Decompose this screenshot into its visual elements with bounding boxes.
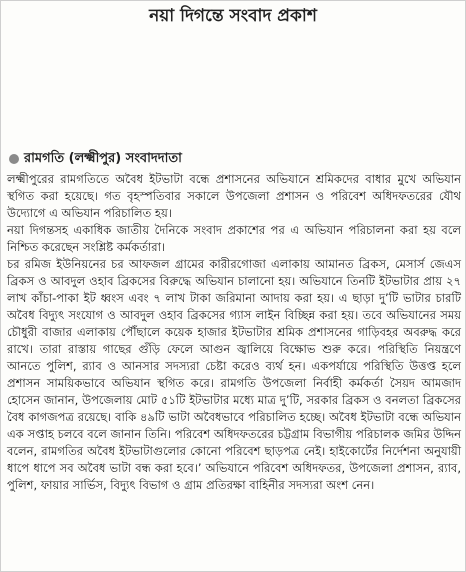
byline [9,151,182,167]
headline-line-1 [1,31,465,77]
article-body [7,171,461,494]
bullet-dot-icon [9,154,19,164]
paragraph-3: চর রমিজ ইউনিয়নের চর আফজল গ্রামের কারীরগোজা এলাকায় আমানত ব্রিকস, মেসার্স জেএস ব্রিকস ও আবদুল ওহাব ব্রিকসের বিরুদ্ধে অভিযান চালানো হয়। অভিযানে তিনটি ইটভাটার প্রায় ২৭ লাখ কাঁচা-পাকা ইট ধ্বংস এবং ৭ লাখ টাকা জরিমানা আদায় করা হয়। এ ছাড়া দু’টি ভাটার চারটি অবৈধ বিদ্যুৎ সংযোগ ও আবদুল ওহাব ব্রিকসের গ্যাস লাইন বিচ্ছিন্ন করা হয়। তবে অভিযানের সময় চৌধুরী বাজার এলাকায় পৌঁছালে কয়েক হাজার ইটভাটার শ্রমিক প্রশাসনের গাড়িবহর অবরুদ্ধ করে রাখে। তারা রাস্তায় গাছের গুঁড়ি ফেলে আগুন জ্বালিয়ে বিক্ষোভ শুরু করে। পরিস্থিতি নিয়ন্ত্রণে আনতে পুলিশ, র‍্যাব ও আনসার সদস্যরা চেষ্টা করেও ব্যর্থ হন। একপর্যায়ে পরিস্থিতি উত্তপ্ত হলে প্রশাসন সাময়িকভাবে অভিযান স্থগিত করে। রামগতি উপজেলা নির্বাহী কর্মকর্তা সৈয়দ আমজাদ হোসেন জানান, উপজেলায় মোট ৫১টি ইটভাটার মধ্যে মাত্র দু’টি, সরকার ব্রিকস ও বনলতা ব্রিকসের বৈধ কাগজপত্র রয়েছে। বাকি ৪৯টি ভাটা অবৈধভাবে পরিচালিত হচ্ছে। অবৈধ ইটভাটা বন্ধে অভিযান এক সপ্তাহ চলবে বলে জানান তিনি। পরিবেশ অধিদফতরের চট্টগ্রাম বিভাগীয় পরিচালক জমির উদ্দিন বলেন, রামগতির অবৈধ ইটভাটাগুলোর কোনো পরিবেশ ছাড়পত্র নেই। হাইকোর্টের নির্দেশনা অনুযায়ী ধাপে ধাপে সব অবৈধ ভাটা বন্ধ করা হবে।’ অভিযানে পরিবেশ অধিদফতর, উপজেলা প্রশাসন, র‍্যাব, পুলিশ, ফায়ার সার্ভিস, বিদ্যুৎ বিভাগ ও গ্রাম প্রতিরক্ষা বাহিনীর সদস্যরা অংশ নেন। [7,257,461,492]
byline-text: রামগতি (লক্ষ্মীপুর) সংবাদদাতা [24,151,182,166]
headline-line-2 [1,89,465,135]
paragraph-2: নয়া দিগন্তসহ একাধিক জাতীয় দৈনিকে সংবাদ প্রকাশের পর এ অভিযান পরিচালনা করা হয় বলে নিশ্চিত করেছেন সংশ্লিষ্ট কর্মকর্তারা। [7,223,461,254]
paragraph-1: লক্ষ্মীপুরের রামগতিতে অবৈধ ইটভাটা বন্ধে প্রশাসনের অভিযানে শ্রমিকদের বাধার মুখে অভিযান স্থগিত করা হয়েছে। গত বৃহস্পতিবার সকালে উপজেলা প্রশাসন ও পরিবেশ অধিদফতরের যৌথ উদ্যোগে এ অভিযান পরিচালিত হয়। [7,172,461,220]
kicker-line: নয়া দিগন্তে সংবাদ প্রকাশ [149,6,317,26]
